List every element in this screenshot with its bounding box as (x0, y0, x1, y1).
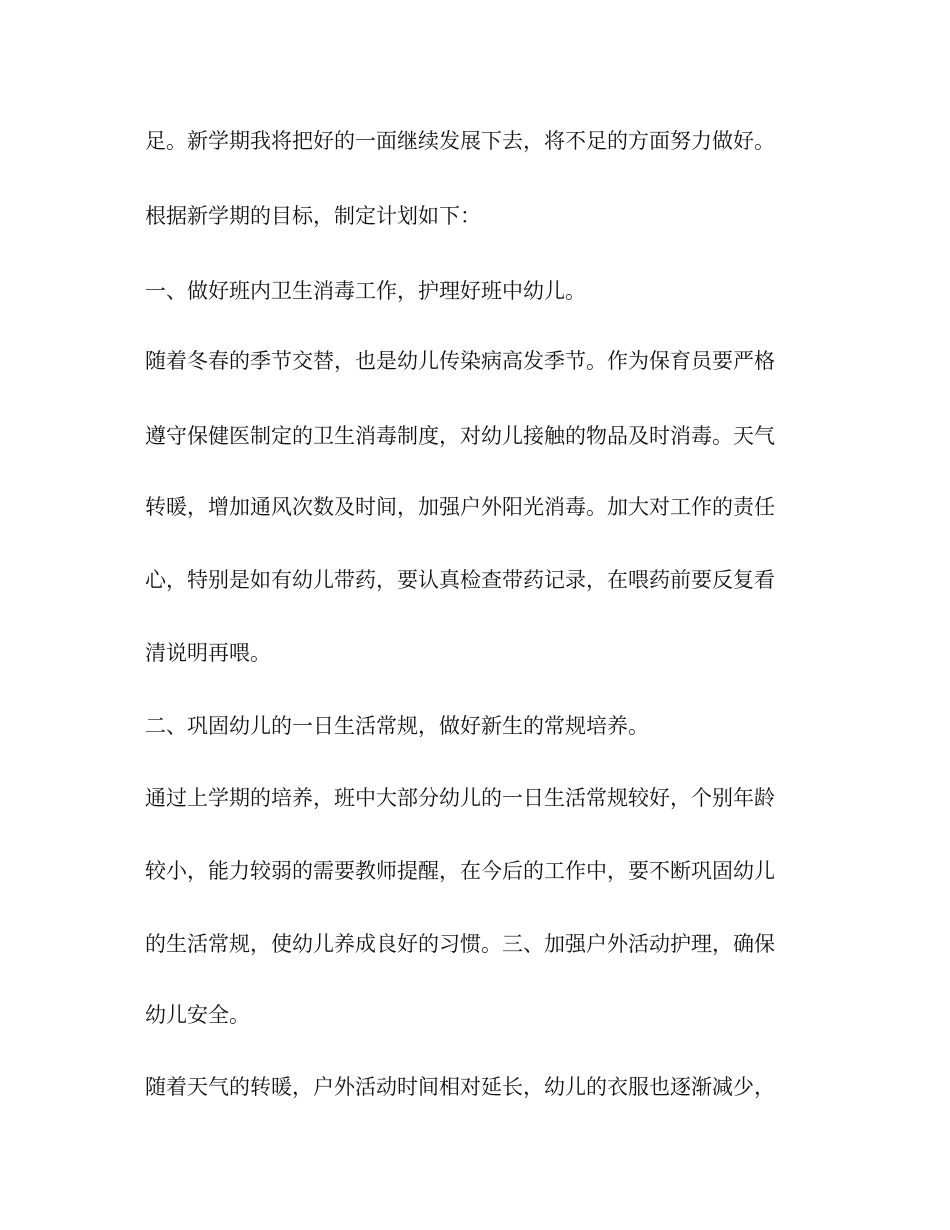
text-line: 较小，能力较弱的需要教师提醒，在今后的工作中，要不断巩固幼儿 (145, 859, 775, 883)
text-line: 清说明再喂。 (145, 641, 271, 665)
text-line: 心，特别是如有幼儿带药，要认真检查带药记录，在喂药前要反复看 (145, 568, 775, 592)
text-line: 转暖，增加通风次数及时间，加强户外阳光消毒。加大对工作的责任 (145, 495, 775, 519)
section-heading: 一、做好班内卫生消毒工作，护理好班中幼儿。 (145, 279, 586, 303)
text-line: 幼儿安全。 (145, 1003, 250, 1027)
text-line: 随着冬春的季节交替，也是幼儿传染病高发季节。作为保育员要严格 (145, 349, 775, 373)
text-line: 通过上学期的培养，班中大部分幼儿的一日生活常规较好，个别年龄 (145, 786, 775, 810)
text-line: 足。新学期我将把好的一面继续发展下去，将不足的方面努力做好。 (145, 129, 775, 153)
text-line: 遵守保健医制定的卫生消毒制度，对幼儿接触的物品及时消毒。天气 (145, 424, 775, 448)
text-line: 的生活常规，使幼儿养成良好的习惯。三、加强户外活动护理，确保 (145, 932, 775, 956)
text-line: 随着天气的转暖，户外活动时间相对延长，幼儿的衣服也逐渐减少， (145, 1075, 775, 1099)
text-line: 根据新学期的目标，制定计划如下： (145, 204, 481, 228)
section-heading: 二、巩固幼儿的一日生活常规，做好新生的常规培养。 (145, 714, 649, 738)
